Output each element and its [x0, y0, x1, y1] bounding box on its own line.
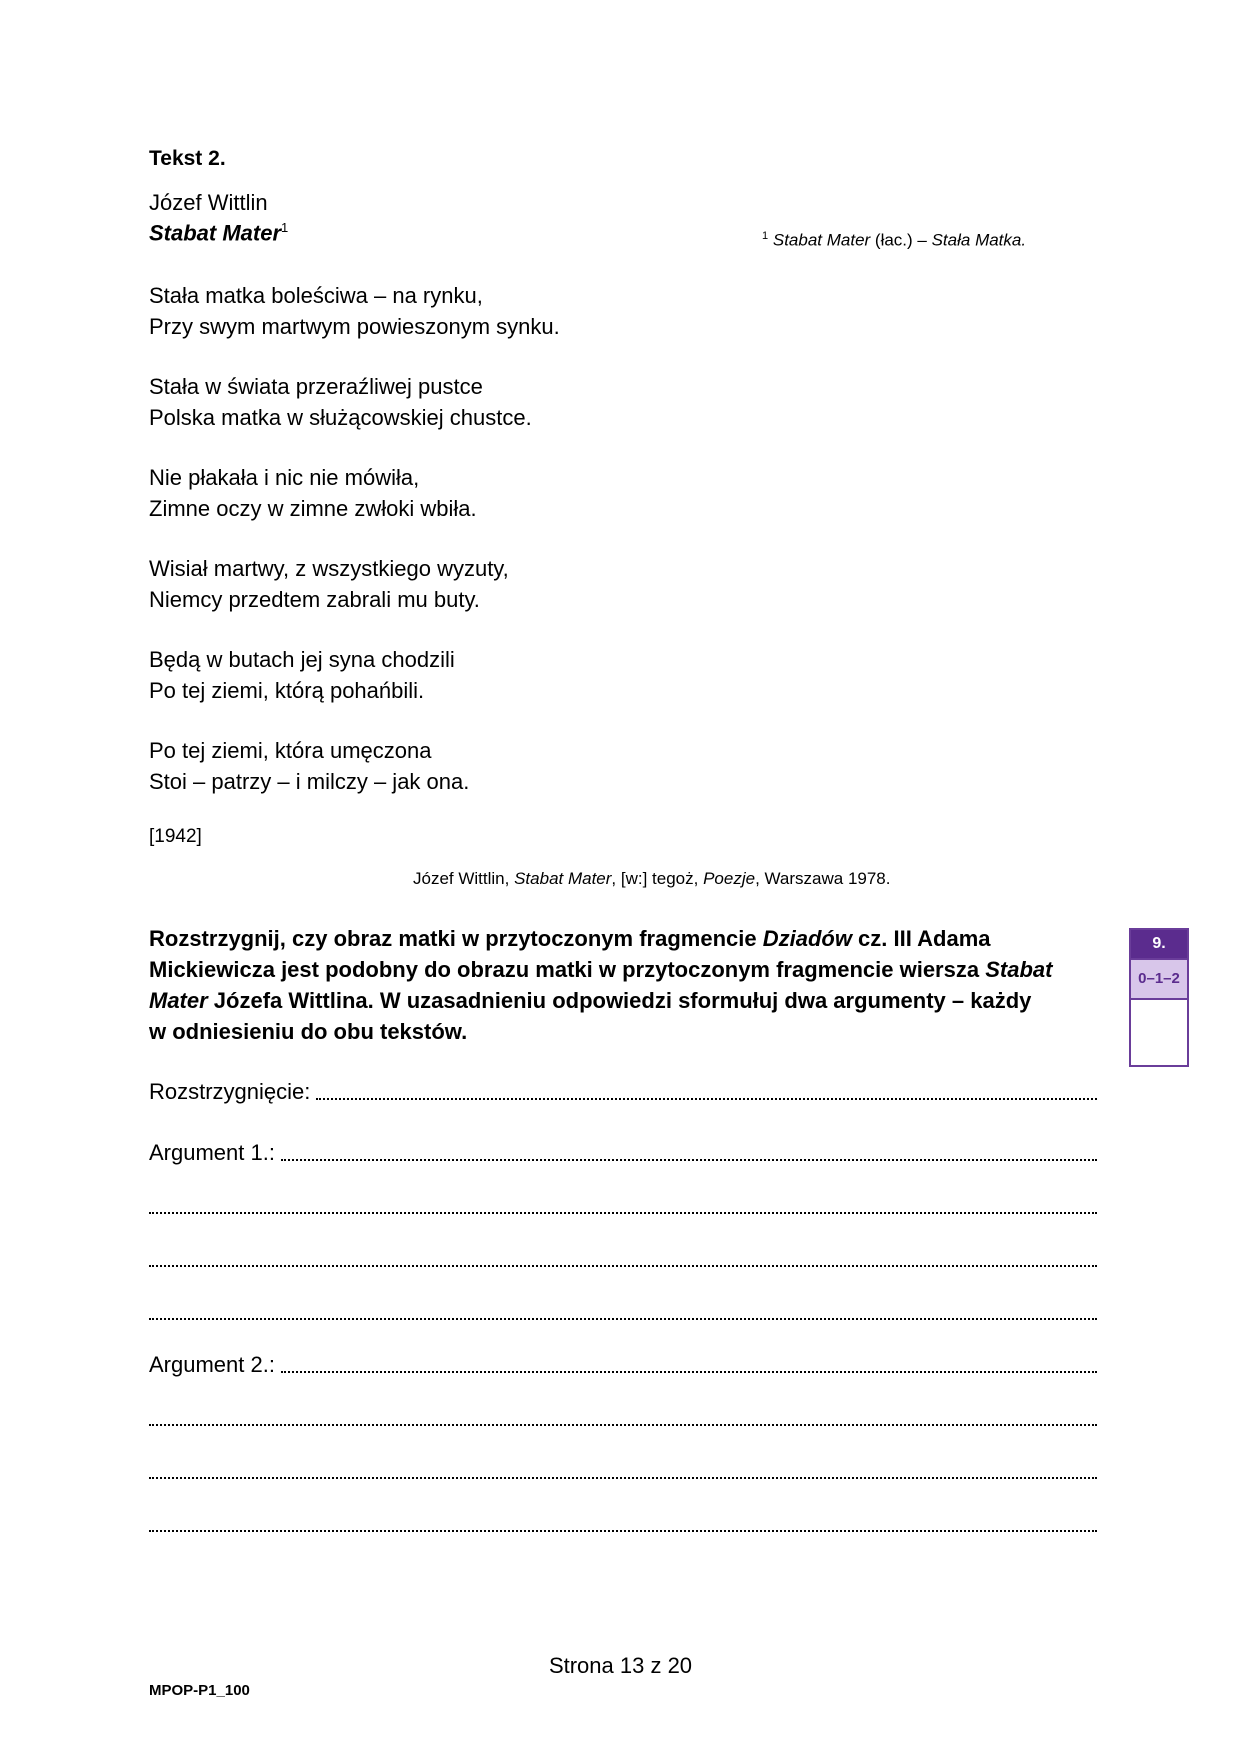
task-line	[149, 985, 1109, 1016]
task-line	[149, 954, 1109, 985]
stanza	[149, 280, 560, 342]
poem-line: Będą w butach jej syna chodzili	[149, 647, 455, 672]
footnote	[762, 230, 1026, 251]
dotted-line	[149, 1318, 1097, 1320]
dotted-line	[149, 1265, 1097, 1267]
poem-line: Zimne oczy w zimne zwłoki wbiła.	[149, 496, 477, 521]
decision-label: Rozstrzygnięcie:	[149, 1079, 311, 1104]
footnote-translation: Stała Matka.	[931, 230, 1027, 250]
poem-line: Wisiał martwy, z wszystkiego wyzuty,	[149, 556, 509, 581]
task-text: Rozstrzygnij, czy obraz matki w przytoczonym fragmencie	[149, 926, 763, 951]
task-text: Józefa Wittlina. W uzasadnieniu odpowiedzi sformułuj dwa argumenty – każdy	[207, 988, 1032, 1013]
poem-title	[149, 220, 288, 246]
poem-line: Nie płakała i nic nie mówiła,	[149, 465, 420, 490]
poem-line: Stała matka boleściwa – na rynku,	[149, 283, 483, 308]
poem-line: Stała w świata przeraźliwej pustce	[149, 374, 483, 399]
argument-1-label: Argument 1.:	[149, 1140, 275, 1165]
source-title: Stabat Mater	[514, 869, 612, 888]
text-heading: Tekst 2.	[149, 147, 226, 170]
task-work-title: Stabat	[985, 957, 1053, 982]
score-range: 0–1–2	[1131, 958, 1187, 1000]
dotted-line	[316, 1098, 1097, 1100]
task-text: Mickiewicza jest podobny do obrazu matki w przytoczonym fragmencie wiersza	[149, 957, 986, 982]
task-work-title: Mater	[149, 988, 208, 1013]
dotted-line	[149, 1530, 1097, 1532]
argument-2-answer-line[interactable]	[149, 1454, 1097, 1484]
argument-1-answer-line[interactable]	[149, 1295, 1097, 1325]
dotted-line	[281, 1159, 1097, 1161]
poem-line: Polska matka w służącowskiej chustce.	[149, 405, 532, 430]
argument-2-answer-line[interactable]	[149, 1401, 1097, 1431]
score-box	[1129, 928, 1189, 1067]
exam-code: MPOP-P1_100	[149, 1682, 250, 1699]
stanza	[149, 553, 560, 615]
source-mid: , [w:] tegoż,	[611, 869, 704, 888]
source-collection: Poezje	[703, 869, 756, 888]
argument-1-answer-line[interactable]	[149, 1189, 1097, 1219]
footnote-term: Stabat Mater	[772, 230, 871, 250]
argument-1-answer-line[interactable]	[149, 1242, 1097, 1272]
source-citation	[413, 869, 891, 889]
dotted-line	[149, 1477, 1097, 1479]
stanza	[149, 371, 560, 433]
argument-2-answer-line[interactable]	[149, 1348, 1097, 1378]
task-line: w odniesieniu do obu tekstów.	[149, 1019, 468, 1044]
score-entry-field[interactable]	[1131, 1000, 1187, 1063]
poem-text	[149, 280, 560, 826]
dotted-line	[281, 1371, 1097, 1373]
poem-line: Po tej ziemi, która umęczona	[149, 738, 432, 763]
argument-2-label: Argument 2.:	[149, 1352, 275, 1377]
dotted-line	[149, 1424, 1097, 1426]
task-instruction	[149, 923, 1109, 1047]
stanza	[149, 644, 560, 706]
source-author: Józef Wittlin,	[413, 869, 515, 888]
poem-year: [1942]	[149, 826, 202, 847]
argument-1-answer-line[interactable]	[149, 1136, 1097, 1166]
decision-answer-line[interactable]	[149, 1075, 1097, 1105]
footnote-lang: (łac.) –	[870, 230, 932, 250]
stanza	[149, 735, 560, 797]
poem-line: Przy swym martwym powieszonym synku.	[149, 314, 560, 339]
dotted-line	[149, 1212, 1097, 1214]
source-end: , Warszawa 1978.	[755, 869, 891, 888]
footnote-mark: 1	[762, 230, 769, 242]
argument-2-answer-line[interactable]	[149, 1507, 1097, 1537]
task-line	[149, 923, 1109, 954]
task-number: 9.	[1131, 930, 1187, 958]
task-work-title: Dziadów	[762, 926, 852, 951]
poem-author: Józef Wittlin	[149, 190, 268, 215]
poem-line: Niemcy przedtem zabrali mu buty.	[149, 587, 480, 612]
poem-line: Po tej ziemi, którą pohańbili.	[149, 678, 425, 703]
task-text: cz. III Adama	[851, 926, 991, 951]
page-number: Strona 13 z 20	[548, 1653, 693, 1678]
poem-title-text: Stabat Mater	[149, 220, 282, 246]
poem-line: Stoi – patrzy – i milczy – jak ona.	[149, 769, 470, 794]
footnote-reference: 1	[281, 220, 289, 235]
stanza	[149, 462, 560, 524]
